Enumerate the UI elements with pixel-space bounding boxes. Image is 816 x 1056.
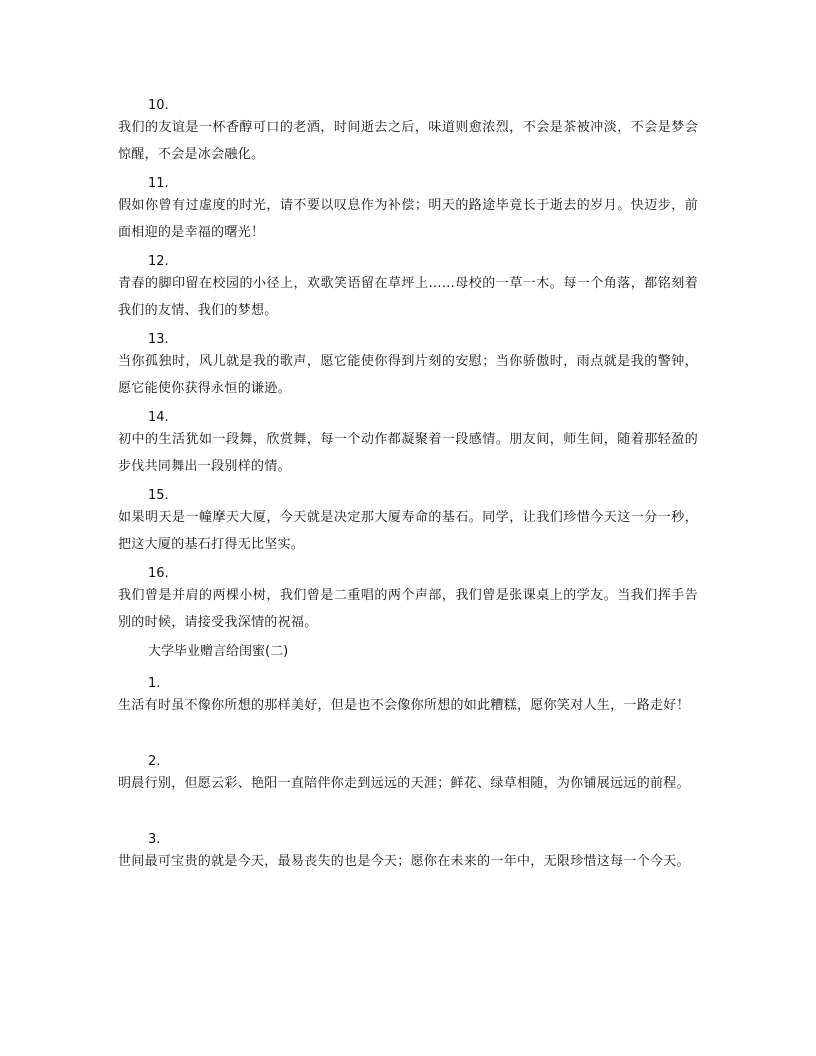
entry-number: 16. xyxy=(148,566,169,581)
entry-number: 10. xyxy=(148,98,169,113)
section-heading: 大学毕业赠言给闺蜜(二) xyxy=(148,644,289,659)
entry-text: 当你孤独时，风儿就是我的歌声，愿它能使你得到片刻的安慰；当你骄傲时，雨点就是我的警钟，愿它能使你获得永恒的谦逊。 xyxy=(118,354,698,396)
entry-text: 青春的脚印留在校园的小径上，欢歌笑语留在草坪上……母校的一草一木。每一个角落，都铭刻着我们的友情、我们的梦想。 xyxy=(118,276,698,318)
entry-number: 13. xyxy=(148,332,169,347)
entry-text: 假如你曾有过虚度的时光，请不要以叹息作为补偿；明天的路途毕竟长于逝去的岁月。快迈步，前面相迎的是幸福的曙光！ xyxy=(118,198,698,240)
entry-number: 3. xyxy=(148,832,161,847)
entry-text: 生活有时虽不像你所想的那样美好，但是也不会像你所想的如此糟糕，愿你笑对人生，一路走好！ xyxy=(118,698,690,713)
entry-text: 初中的生活犹如一段舞，欣赏舞，每一个动作都凝聚着一段感情。朋友间，师生间，随着那轻盈的步伐共同舞出一段别样的情。 xyxy=(118,432,698,474)
entry-text: 我们的友谊是一杯香醇可口的老酒，时间逝去之后，味道则愈浓烈，不会是茶被冲淡，不会是梦会惊醒，不会是冰会融化。 xyxy=(118,120,698,162)
entry-number: 14. xyxy=(148,410,169,425)
entry-number: 12. xyxy=(148,254,169,269)
entry-text: 我们曾是并肩的两棵小树，我们曾是二重唱的两个声部，我们曾是张课桌上的学友。当我们挥手告别的时候，请接受我深情的祝福。 xyxy=(118,588,698,630)
entry-number: 2. xyxy=(148,754,161,769)
entry-number: 15. xyxy=(148,488,169,503)
entry-number: 1. xyxy=(148,676,161,691)
entry-text: 如果明天是一幢摩天大厦，今天就是决定那大厦寿命的基石。同学，让我们珍惜今天这一分一秒，把这大厦的基石打得无比坚实。 xyxy=(118,510,698,552)
entry-text: 明晨行别，但愿云彩、艳阳一直陪伴你走到远远的天涯；鲜花、绿草相随，为你铺展远远的前程。 xyxy=(118,776,690,791)
entry-text: 世间最可宝贵的就是今天，最易丧失的也是今天；愿你在未来的一年中，无限珍惜这每一个今天。 xyxy=(118,854,690,869)
entry-number: 11. xyxy=(148,176,169,191)
